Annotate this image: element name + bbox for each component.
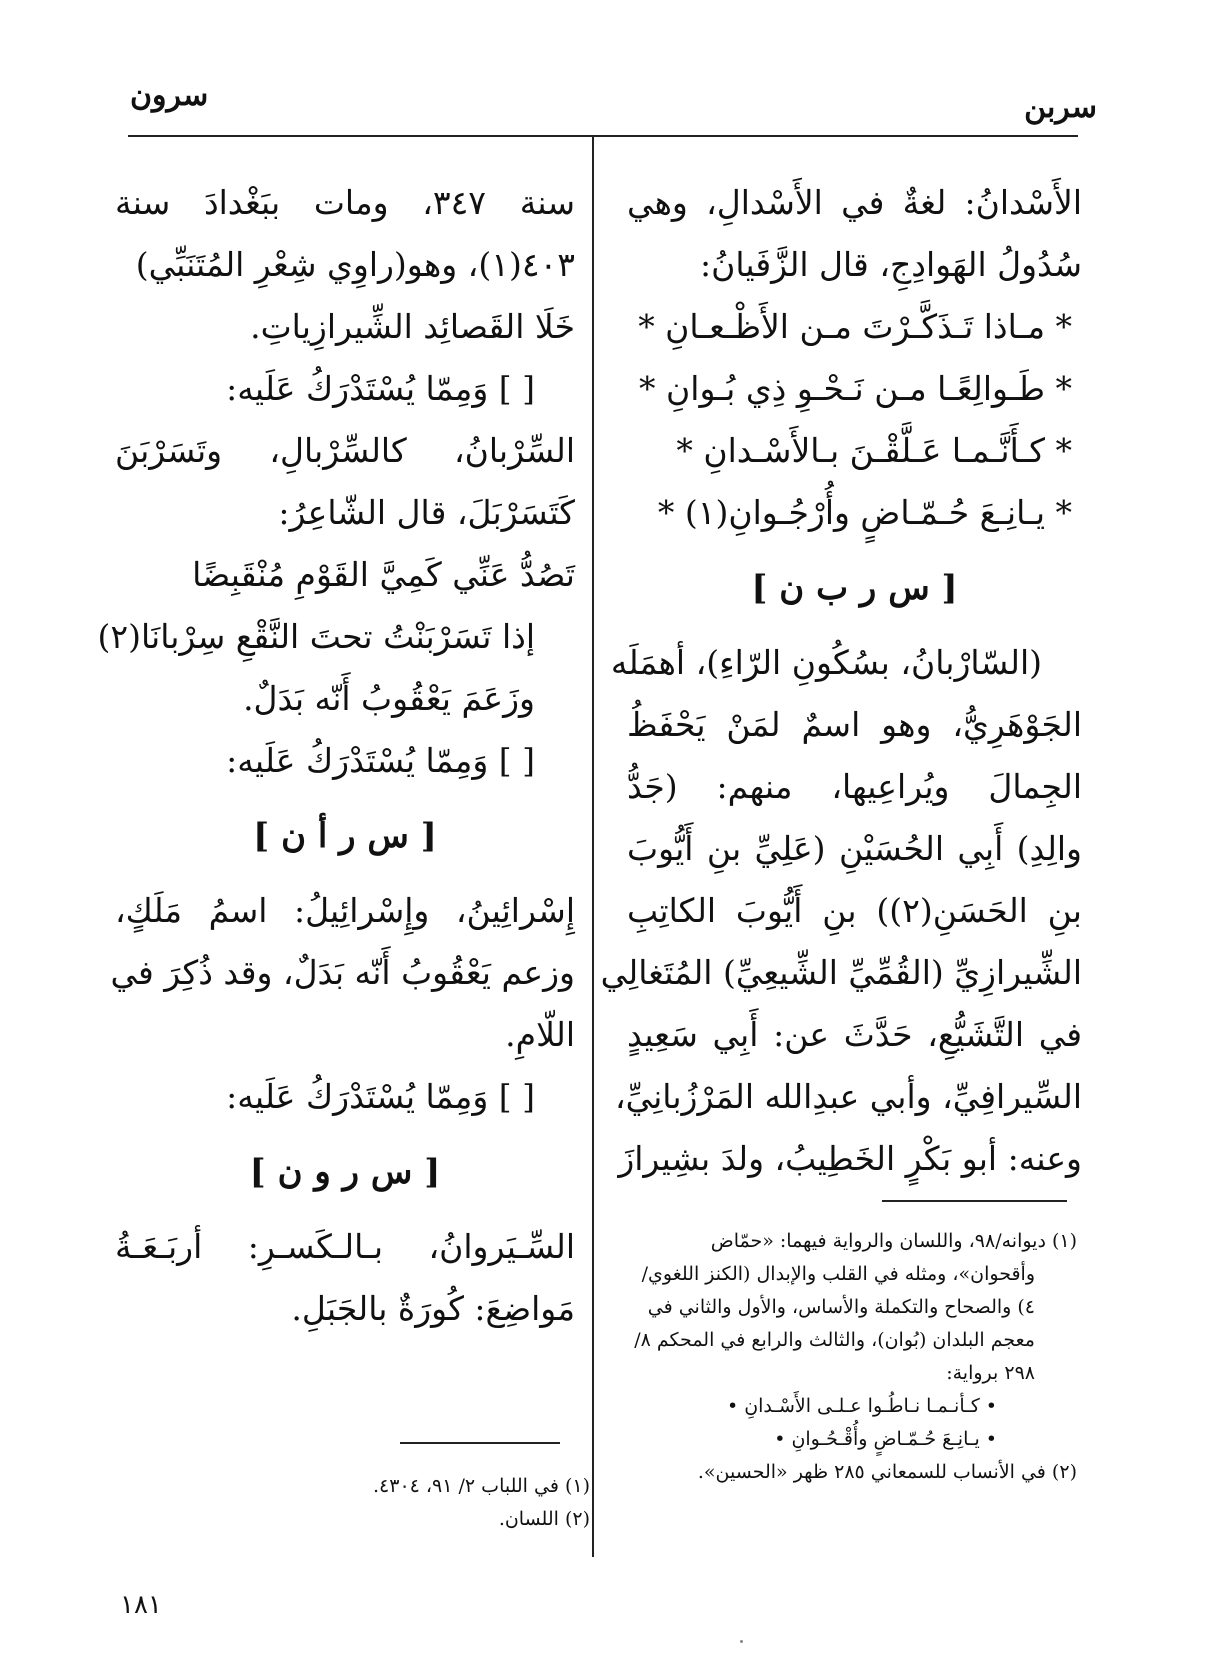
footnote-rule-left [400, 1442, 560, 1444]
addendum-line: [ ] وَمِمّا يُسْتَدْرَكُ عَلَيه: [226, 741, 535, 780]
footnote-rule-right [882, 1200, 1067, 1202]
text-line: ٤٠٣(١)، وهو(راوِي شِعْرِ المُتَنَبِّي) [135, 245, 575, 284]
text-line: سُدُولُ الهَوادِجِ، قال الزَّفَيانُ: [699, 245, 1082, 284]
verse-line: * مـاذا تَـذَكَّـرْتَ مـن الأَظْـعـانِ * [638, 307, 1072, 346]
addendum-line: [ ] وَمِمّا يُسْتَدْرَكُ عَلَيه: [226, 1077, 535, 1116]
footnotes-right [627, 1225, 1077, 1489]
footnote-line: (١) في اللباب ٢/ ٩١، ٤٣٠٤. [373, 1475, 590, 1497]
verse-line: * كـأَنَّـمـا عَـلَّقْـنَ بـالأَسْـدانِ * [676, 431, 1072, 470]
verse-line: تَصُدُّ عَنِّي كَمِيَّ القَوْمِ مُنْقَبِضًا [192, 555, 575, 594]
text-line: في التَّشَيُّعِ، حَدَّثَ عن: أَبِي سَعِيدٍ [627, 1015, 1082, 1054]
header-rule [128, 135, 1078, 137]
text-line: اللّامِ. [505, 1015, 575, 1054]
text-line: والِدِ) أَبِي الحُسَيْنِ (عَلِيِّ بنِ أَيُّوبَ [627, 829, 1082, 868]
text-line: إِسْرائِينُ، وإِسْرائِيلُ: اسمُ مَلَكٍ، [115, 891, 575, 930]
footnote-line: (٢) اللسان. [498, 1508, 590, 1530]
text-line: (السّارْبانُ، بسُكُونِ الرّاءِ)، أهمَلَه [610, 643, 1042, 682]
text-line: السِّيرافِيِّ، وأبي عبدِالله المَرْزُبانِيِّ، [614, 1077, 1082, 1116]
footnote-line: (٢) في الأنساب للسمعاني ٢٨٥ ظهر «الحسين». [697, 1461, 1077, 1483]
footnote-line: ٤) والصحاح والتكملة والأساس، والأول والثاني في [647, 1296, 1035, 1318]
text-line: مَواضِعَ: كُورَةٌ بالجَبَلِ. [291, 1289, 575, 1328]
running-head-right: سربن [1024, 90, 1097, 125]
verse-line: * طَـوالِعًـا مـن نَـحْـوِ ذِي بُـوانِ * [639, 369, 1072, 408]
verse-line: إذا تَسَرْبَنْتُ تحتَ النَّقْعِ سِرْبانَا(٢) [97, 617, 535, 656]
entry-heading: [ س ر أ ن ] [253, 816, 437, 856]
text-line: الجِمالَ ويُراعِيها، منهم: (جَدُّ [627, 767, 1082, 806]
page-number: ١٨١ [120, 1590, 162, 1620]
addendum-line: [ ] وَمِمّا يُسْتَدْرَكُ عَلَيه: [226, 369, 535, 408]
text-line: وزعم يَعْقُوبُ أَنّه بَدَلٌ، وقد ذُكِرَ في [110, 953, 575, 992]
running-head-left: سرون [130, 78, 209, 113]
text-line: السِّرْبانُ، كالسِّرْبالِ، وتَسَرْبَنَ [115, 431, 575, 470]
text-line: وزَعَمَ يَعْقُوبُ أَنّه بَدَلٌ. [243, 679, 535, 718]
footnote-line: وأقحوان»، ومثله في القلب والإبدال (الكنز اللغوي/ [641, 1263, 1035, 1285]
text-line: سنة ٣٤٧، ومات ببَغْدادَ سنة [115, 183, 575, 222]
footnotes-left [170, 1470, 590, 1536]
entry-heading: [ س ر و ن ] [249, 1152, 441, 1192]
column-divider [592, 137, 594, 1557]
footnote-verse: • كـأنـمـا نـاطُـوا عـلـى الأَسْـدانِ • [726, 1395, 997, 1417]
footnote-line: ٢٩٨ برواية: [946, 1362, 1035, 1384]
text-line: خَلَا القَصائِد الشِّيرازِياتِ. [250, 307, 575, 346]
text-line: كَتَسَرْبَلَ، قال الشّاعِرُ: [278, 493, 575, 532]
footnote-line: معجم البلدان (بُوان)، والثالث والرابع في المحكم ٨/ [634, 1329, 1035, 1351]
text-line: السِّـيَروانُ، بـالـكَسـرِ: أربَـعَـةُ [115, 1227, 575, 1266]
footnote-line: (١) ديوانه/٩٨، واللسان والرواية فيهما: «حمّاض [710, 1230, 1077, 1252]
footnote-verse: • يـانِـعَ حُـمّـاضٍ وأُقْـحُـوانِ • [774, 1428, 997, 1450]
text-line: بنِ الحَسَنِ(٢)) بنِ أَيُّوبَ الكاتِبِ [627, 891, 1082, 930]
verse-line: * يـانِـعَ حُـمّـاضٍ وأُرْجُـوانِ(١) * [657, 493, 1072, 532]
text-line: وعنه: أبو بَكْرٍ الخَطِيبُ، ولدَ بشِيرازَ [618, 1139, 1082, 1178]
text-line: الجَوْهَرِيُّ، وهو اسمٌ لمَنْ يَحْفَظُ [627, 705, 1082, 744]
left-column [97, 172, 575, 1340]
text-line: الشِّيرازِيِّ (القُمِّيِّ الشِّيعِيِّ) المُتَغالِي [600, 953, 1082, 992]
scan-speck [740, 1640, 743, 1643]
right-column [600, 172, 1082, 1190]
entry-heading: [ س ر ب ن ] [751, 568, 958, 608]
text-line: الأَسْدانُ: لغةٌ في الأَسْدالِ، وهي [627, 183, 1082, 222]
